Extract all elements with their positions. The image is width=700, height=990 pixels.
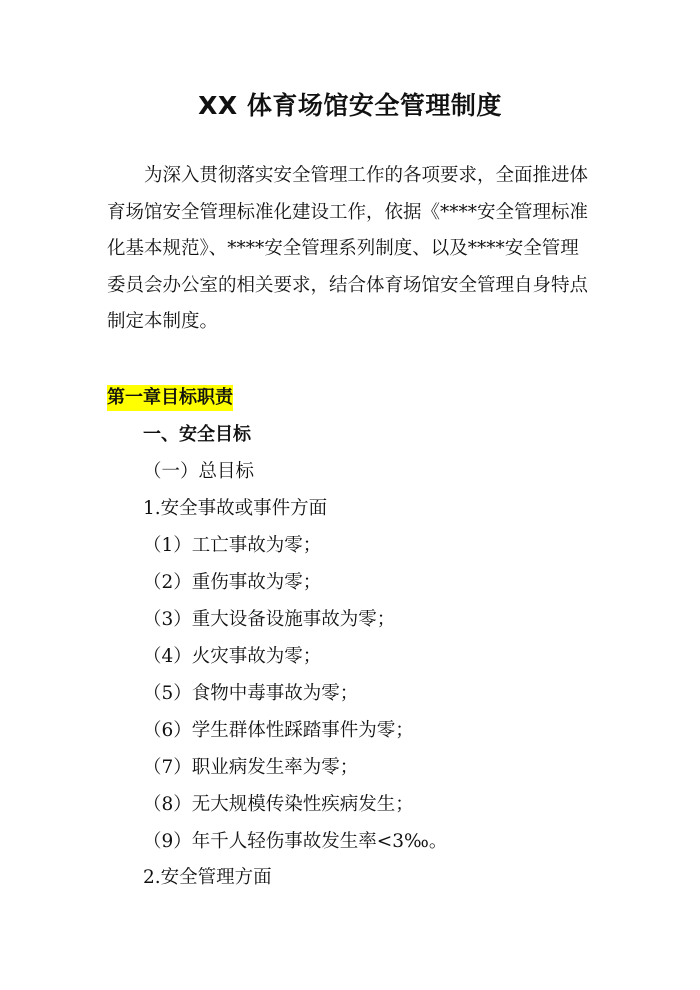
list-item: （7）职业病发生率为零； — [143, 757, 359, 778]
intro-line: 为深入贯彻落实安全管理工作的各项要求，全面推进体 — [144, 165, 589, 186]
list-item: （6）学生群体性踩踏事件为零； — [143, 720, 414, 741]
document-title: XX 体育场馆安全管理制度 — [198, 91, 502, 120]
intro-line: 制定本制度。 — [107, 311, 219, 332]
intro-line: 育场馆安全管理标准化建设工作，依据《****安全管理标准 — [107, 201, 589, 223]
section-heading: 一、安全目标 — [143, 424, 251, 445]
point-heading: 1.安全事故或事件方面 — [143, 498, 328, 519]
list-item: （8）无大规模传染性疾病发生； — [143, 794, 414, 815]
intro-paragraph — [107, 158, 597, 341]
subsection-heading: （一）总目标 — [143, 461, 255, 482]
list-item: （4）火灾事故为零； — [143, 646, 322, 667]
intro-line: 委员会办公室的相关要求，结合体育场馆安全管理自身特点 — [107, 274, 589, 296]
point-heading: 2.安全管理方面 — [143, 867, 272, 888]
list-item: （2）重伤事故为零； — [143, 572, 322, 593]
intro-line: 化基本规范》、****安全管理系列制度、以及****安全管理 — [107, 238, 579, 259]
list-item: （3）重大设备设施事故为零； — [143, 609, 396, 630]
list-item: （1）工亡事故为零； — [143, 535, 322, 556]
list-item: （5）食物中毒事故为零； — [143, 683, 359, 704]
list-item: （9）年千人轻伤事故发生率<3‰。 — [143, 831, 448, 852]
chapter-heading: 第一章目标职责 — [107, 385, 233, 411]
